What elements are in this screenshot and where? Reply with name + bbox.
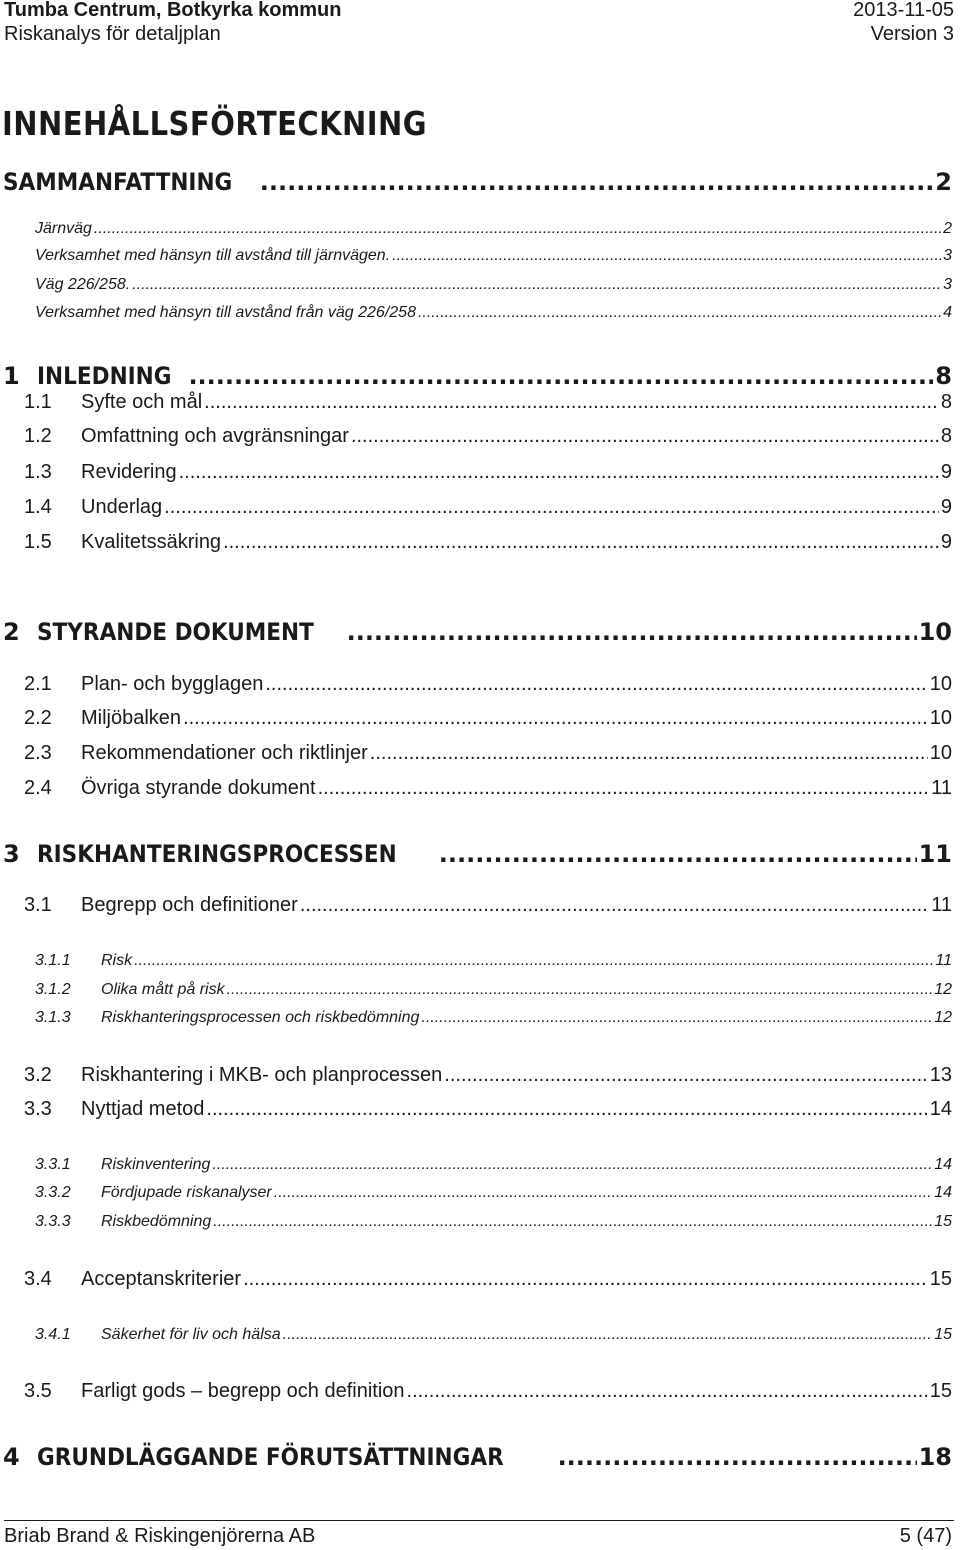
toc-entry-number: 1.4 xyxy=(24,496,52,518)
toc-dot-leader xyxy=(351,425,939,448)
toc-entry-number: 3.3.3 xyxy=(35,1213,71,1230)
toc-entry-title: Verksamhet med hänsyn till avstånd från väg 226/258 xyxy=(35,304,416,321)
toc-entry-number: 2.2 xyxy=(24,707,52,729)
toc-entry-number: 3.1.2 xyxy=(35,981,71,998)
toc-entry-page: 3 xyxy=(943,276,952,293)
toc-entry-title: Fördjupade riskanalyser xyxy=(101,1184,272,1201)
toc-entry-page: 8 xyxy=(940,425,952,447)
toc-entry[interactable] xyxy=(24,1064,952,1087)
toc-entry-page: 4 xyxy=(943,304,952,321)
toc-dot-leader xyxy=(283,1326,933,1344)
toc-dot-leader xyxy=(132,276,941,294)
toc-entry[interactable] xyxy=(24,461,952,484)
toc-entry-page: 11 xyxy=(931,777,952,799)
toc-entry[interactable] xyxy=(0,362,952,390)
toc-entry-page: 10 xyxy=(929,742,952,764)
toc-entry-page: 11 xyxy=(931,894,952,916)
toc-entry-number: 1.2 xyxy=(24,425,52,447)
toc-entry[interactable] xyxy=(24,425,952,448)
toc-entry[interactable] xyxy=(24,1098,952,1121)
toc-entry-title: Acceptanskriterier xyxy=(81,1268,242,1290)
toc-entry-number: 3.3.1 xyxy=(35,1156,71,1173)
toc-entry-number: 2.3 xyxy=(24,742,52,764)
toc-entry[interactable] xyxy=(24,1380,952,1403)
toc-entry[interactable] xyxy=(24,1268,952,1291)
toc-entry-title: Plan- och bygglagen xyxy=(81,673,264,695)
toc-entry[interactable] xyxy=(24,673,952,696)
toc-dot-leader xyxy=(418,304,941,322)
toc-entry[interactable] xyxy=(0,1443,952,1471)
toc-entry[interactable] xyxy=(35,247,952,265)
toc-entry-number: 3.3 xyxy=(24,1098,52,1120)
toc-entry[interactable] xyxy=(35,1326,952,1344)
toc-entry-title: RISKHANTERINGSPROCESSEN xyxy=(37,840,397,868)
toc-dot-leader xyxy=(223,531,939,554)
toc-entry[interactable] xyxy=(35,952,952,970)
toc-dot-leader xyxy=(370,742,928,765)
toc-dot-leader xyxy=(213,1213,932,1231)
toc-entry-page: 10 xyxy=(918,618,952,646)
toc-entry-title: Begrepp och definitioner xyxy=(81,894,298,916)
toc-entry-number: 1.1 xyxy=(24,391,52,413)
toc-entry-page: 13 xyxy=(929,1064,952,1086)
toc-entry-page: 14 xyxy=(929,1098,952,1120)
toc-entry[interactable] xyxy=(24,777,952,800)
toc-entry-page: 12 xyxy=(934,981,952,998)
toc-entry-title: STYRANDE DOKUMENT xyxy=(37,618,314,646)
toc-entry-number: 3.4 xyxy=(24,1268,52,1290)
toc-entry-title: Farligt gods – begrepp och definition xyxy=(81,1380,405,1402)
toc-entry-page: 9 xyxy=(940,496,952,518)
toc-entry-number: 2 xyxy=(3,618,20,646)
toc-entry-number: 1 xyxy=(3,362,20,390)
toc-entry[interactable] xyxy=(24,707,952,730)
toc-dot-leader xyxy=(300,894,929,917)
toc-entry-page: 14 xyxy=(934,1156,952,1173)
toc-entry[interactable] xyxy=(35,1213,952,1231)
toc-entry-title: Nyttjad metod xyxy=(81,1098,205,1120)
toc-entry-page: 3 xyxy=(943,247,952,264)
toc-entry-title: Övriga styrande dokument xyxy=(81,777,316,799)
toc-dot-leader xyxy=(260,168,934,196)
toc-dot-leader xyxy=(439,840,917,868)
toc-entry-number: 2.1 xyxy=(24,673,52,695)
toc-entry[interactable] xyxy=(35,1156,952,1174)
toc-entry-title: Omfattning och avgränsningar xyxy=(81,425,349,447)
toc-dot-leader xyxy=(206,1098,927,1121)
toc-entry-title: Rekommendationer och riktlinjer xyxy=(81,742,368,764)
footer-divider xyxy=(4,1520,954,1521)
toc-entry-title: INLEDNING xyxy=(37,362,172,390)
toc-entry-number: 3.1.3 xyxy=(35,1009,71,1026)
toc-dot-leader xyxy=(265,673,927,696)
toc-entry-title: Väg 226/258. xyxy=(35,276,131,293)
toc-entry[interactable] xyxy=(35,981,952,999)
toc-entry[interactable] xyxy=(35,1009,952,1027)
toc-entry-page: 9 xyxy=(940,531,952,553)
toc-entry-title: Säkerhet för liv och hälsa xyxy=(101,1326,281,1343)
toc-entry-page: 15 xyxy=(934,1326,952,1343)
header-doc-title: Riskanalys för detaljplan xyxy=(4,23,221,45)
toc-entry-page: 8 xyxy=(940,391,952,413)
toc-dot-leader xyxy=(318,777,930,800)
toc-dot-leader xyxy=(558,1443,917,1471)
toc-entry-page: 9 xyxy=(940,461,952,483)
toc-entry[interactable] xyxy=(35,304,952,322)
toc-entry-page: 10 xyxy=(929,707,952,729)
toc-entry-number: 2.4 xyxy=(24,777,52,799)
toc-title: INNEHÅLLSFÖRTECKNING xyxy=(2,104,428,143)
toc-entry[interactable] xyxy=(24,531,952,554)
toc-entry-page: 11 xyxy=(918,840,952,868)
toc-entry-page: 15 xyxy=(934,1213,952,1230)
toc-entry-page: 15 xyxy=(929,1380,952,1402)
toc-entry-number: 3.1 xyxy=(24,894,52,916)
footer-company: Briab Brand & Riskingenjörerna AB xyxy=(4,1525,316,1547)
toc-entry-title: Syfte och mål xyxy=(81,391,203,413)
toc-entry-page: 11 xyxy=(935,952,952,969)
toc-entry-title: Risk xyxy=(101,952,133,969)
toc-entry-number: 3 xyxy=(3,840,20,868)
toc-entry-page: 2 xyxy=(943,220,952,237)
toc-entry-number: 3.2 xyxy=(24,1064,52,1086)
toc-dot-leader xyxy=(407,1380,928,1403)
toc-dot-leader xyxy=(188,362,933,390)
toc-dot-leader xyxy=(227,981,933,999)
toc-entry[interactable] xyxy=(0,618,952,646)
toc-entry[interactable] xyxy=(35,1184,952,1202)
toc-dot-leader xyxy=(274,1184,932,1202)
toc-entry-page: 15 xyxy=(929,1268,952,1290)
toc-entry[interactable] xyxy=(35,220,952,238)
toc-dot-leader xyxy=(347,618,917,646)
toc-entry-number: 1.5 xyxy=(24,531,52,553)
toc-entry[interactable] xyxy=(24,496,952,519)
footer-page-number: 5 (47) xyxy=(899,1525,952,1547)
toc-entry-title: SAMMANFATTNING xyxy=(3,168,233,196)
toc-entry[interactable] xyxy=(0,840,952,868)
toc-entry-page: 18 xyxy=(918,1443,952,1471)
toc-dot-leader xyxy=(179,461,939,484)
toc-entry-page: 12 xyxy=(934,1009,952,1026)
toc-entry-page: 14 xyxy=(934,1184,952,1201)
toc-entry-page: 8 xyxy=(935,362,952,390)
toc-entry[interactable] xyxy=(24,894,952,917)
toc-entry-number: 4 xyxy=(3,1443,20,1471)
toc-dot-leader xyxy=(421,1009,932,1027)
header-version: Version 3 xyxy=(870,23,954,45)
toc-entry-title: Miljöbalken xyxy=(81,707,182,729)
toc-entry[interactable] xyxy=(35,276,952,294)
toc-entry-title: Verksamhet med hänsyn till avstånd till järnvägen. xyxy=(35,247,391,264)
toc-entry[interactable] xyxy=(24,391,952,414)
toc-entry-number: 3.3.2 xyxy=(35,1184,71,1201)
toc-entry-number: 1.3 xyxy=(24,461,52,483)
toc-entry-title: Riskbedömning xyxy=(101,1213,212,1230)
toc-entry-number: 3.5 xyxy=(24,1380,52,1402)
toc-dot-leader xyxy=(204,391,939,414)
toc-entry-title: Olika mått på risk xyxy=(101,981,225,998)
toc-entry-title: Riskhanteringsprocessen och riskbedömning xyxy=(101,1009,420,1026)
toc-dot-leader xyxy=(243,1268,928,1291)
toc-dot-leader xyxy=(134,952,933,970)
toc-entry[interactable] xyxy=(24,742,952,765)
toc-dot-leader xyxy=(392,247,941,265)
toc-dot-leader xyxy=(164,496,939,519)
toc-dot-leader xyxy=(212,1156,932,1174)
toc-entry-title: Järnväg xyxy=(35,220,92,237)
toc-entry-title: Riskinventering xyxy=(101,1156,211,1173)
toc-dot-leader xyxy=(444,1064,927,1087)
toc-entry[interactable] xyxy=(3,168,952,196)
toc-dot-leader xyxy=(183,707,928,730)
toc-entry-page: 2 xyxy=(935,168,952,196)
toc-entry-title: Revidering xyxy=(81,461,177,483)
toc-entry-title: Riskhantering i MKB- och planprocessen xyxy=(81,1064,443,1086)
toc-entry-number: 3.1.1 xyxy=(35,952,71,969)
header-date: 2013-11-05 xyxy=(853,0,954,21)
toc-entry-title: Kvalitetssäkring xyxy=(81,531,222,553)
toc-entry-number: 3.4.1 xyxy=(35,1326,71,1343)
toc-entry-title: GRUNDLÄGGANDE FÖRUTSÄTTNINGAR xyxy=(37,1443,504,1471)
toc-dot-leader xyxy=(94,220,941,238)
toc-entry-title: Underlag xyxy=(81,496,163,518)
header-org: Tumba Centrum, Botkyrka kommun xyxy=(4,0,342,21)
toc-entry-page: 10 xyxy=(929,673,952,695)
